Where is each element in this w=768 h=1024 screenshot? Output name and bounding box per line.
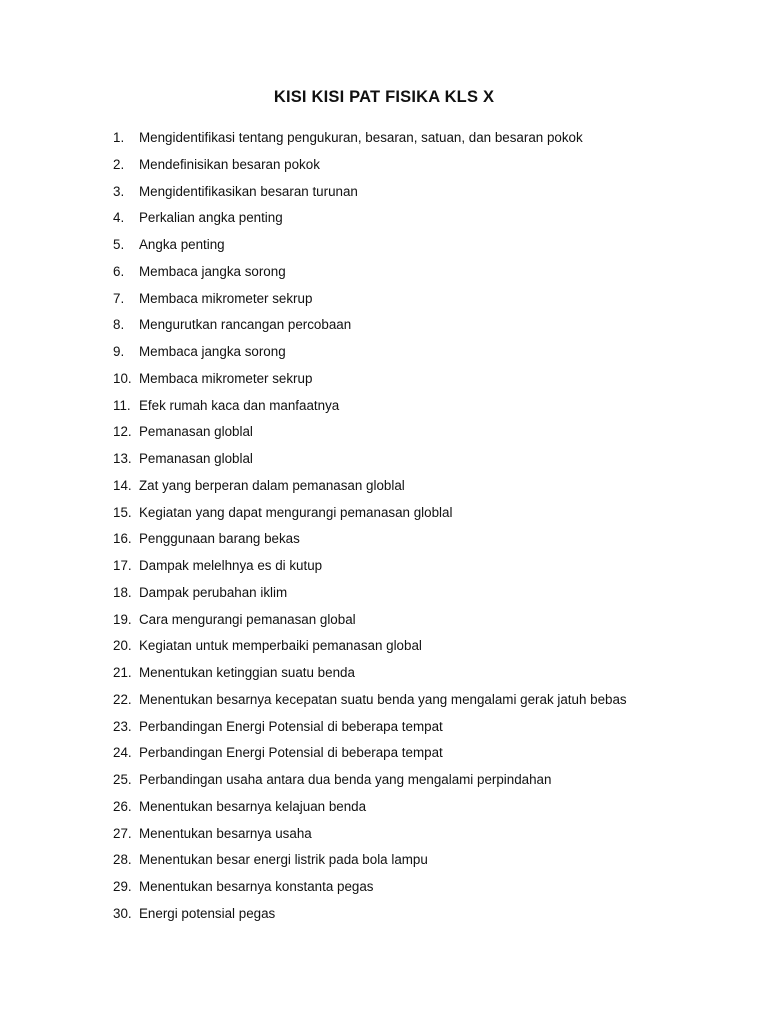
list-item — [113, 850, 627, 877]
list-item — [113, 208, 627, 235]
list-item-text: Perkalian angka penting — [139, 210, 283, 226]
list-item — [113, 904, 627, 931]
list-item-text: Mendefinisikan besaran pokok — [139, 156, 320, 172]
list-item — [113, 743, 627, 770]
list-item — [113, 556, 627, 583]
list-item-text: Penggunaan barang bekas — [139, 531, 300, 547]
list-item-text: Angka penting — [139, 237, 225, 252]
list-item-text: Menentukan besarnya kecepatan suatu benda yang mengalami gerak jatuh bebas — [139, 691, 627, 707]
list-item — [113, 128, 627, 155]
list-item-text: Mengidentifikasi tentang pengukuran, besaran, satuan, dan besaran pokok — [139, 130, 583, 145]
list-item-text: Mengidentifikasikan besaran turunan — [139, 183, 358, 199]
list-item-number: 2. — [113, 156, 125, 172]
list-item-number: 22. — [113, 691, 132, 707]
list-item-number: 30. — [113, 905, 132, 921]
list-item-text: Energi potensial pegas — [139, 905, 276, 921]
list-item-number: 9. — [113, 344, 125, 359]
list-item-text: Menentukan besar energi listrik pada bola lampu — [139, 852, 428, 868]
document-title: KISI KISI PAT FISIKA KLS X — [273, 88, 495, 106]
list-item-text: Membaca mikrometer sekrup — [139, 290, 313, 306]
list-item — [113, 369, 627, 396]
list-item-text: Menentukan besarnya konstanta pegas — [139, 879, 374, 894]
list-item-number: 7. — [113, 290, 125, 306]
list-item-text: Menentukan besarnya kelajuan benda — [139, 798, 367, 814]
list-item-text: Membaca jangka sorong — [139, 344, 286, 359]
list-item-text: Membaca jangka sorong — [139, 263, 286, 279]
list-item-text: Dampak melelhnya es di kutup — [139, 558, 323, 573]
list-item-text: Menentukan besarnya usaha — [139, 825, 312, 841]
list-item-number: 24. — [113, 745, 132, 761]
list-item-number: 23. — [113, 718, 132, 734]
list-item-number: 3. — [113, 183, 125, 199]
list-item-text: Mengurutkan rancangan percobaan — [139, 317, 352, 333]
list-item — [113, 476, 627, 503]
list-item-text: Menentukan ketinggian suatu benda — [139, 665, 355, 680]
list-item-number: 12. — [113, 424, 132, 440]
list-item-number: 19. — [113, 611, 132, 627]
list-item — [113, 663, 627, 690]
list-item — [113, 396, 627, 423]
list-item — [113, 342, 627, 369]
list-item — [113, 636, 627, 663]
list-item-number: 11. — [113, 397, 131, 413]
list-item-text: Perbandingan Energi Potensial di beberapa tempat — [139, 718, 443, 734]
list-item — [113, 717, 627, 744]
list-item — [113, 529, 627, 556]
list-item-number: 4. — [113, 210, 125, 226]
list-item-text: Efek rumah kaca dan manfaatnya — [139, 397, 340, 413]
list-item-number: 16. — [113, 531, 132, 547]
list-item — [113, 182, 627, 209]
list-item — [113, 797, 627, 824]
list-item-number: 15. — [113, 504, 132, 520]
list-item-text: Pemanasan globlal — [139, 424, 253, 440]
list-item-number: 1. — [113, 130, 125, 145]
list-item — [113, 503, 627, 530]
list-item-text: Kegiatan untuk memperbaiki pemanasan global — [139, 638, 422, 654]
list-item — [113, 422, 627, 449]
list-item-number: 14. — [113, 477, 132, 493]
list-item-text: Perbandingan usaha antara dua benda yang mengalami perpindahan — [139, 772, 552, 787]
list-item-text: Kegiatan yang dapat mengurangi pemanasan globlal — [139, 504, 453, 520]
list-item-number: 20. — [113, 638, 132, 654]
list-item-number: 5. — [113, 237, 125, 252]
list-item-number: 28. — [113, 852, 132, 868]
list-item — [113, 235, 627, 262]
list-item-number: 8. — [113, 317, 125, 333]
list-item-number: 25. — [113, 772, 132, 787]
list-item-number: 26. — [113, 798, 132, 814]
list-item-text: Perbandingan Energi Potensial di beberapa tempat — [139, 745, 443, 761]
list-item — [113, 690, 627, 717]
list-item-number: 29. — [113, 879, 132, 894]
list-item — [113, 449, 627, 476]
list-item-text: Membaca mikrometer sekrup — [139, 370, 313, 386]
list-item-text: Pemanasan globlal — [139, 451, 253, 466]
list-item-number: 21. — [113, 665, 132, 680]
list-item-text: Dampak perubahan iklim — [139, 584, 288, 600]
list-item-text: Cara mengurangi pemanasan global — [139, 611, 356, 627]
list-item — [113, 155, 627, 182]
list-item — [113, 610, 627, 637]
list-item — [113, 877, 627, 904]
list-item-text: Zat yang berperan dalam pemanasan globlal — [139, 477, 405, 493]
list-item — [113, 315, 627, 342]
list-item-number: 13. — [113, 451, 132, 466]
list-item-number: 10. — [113, 370, 132, 386]
topic-list — [113, 128, 627, 931]
list-item-number: 18. — [113, 584, 132, 600]
list-item — [113, 583, 627, 610]
list-item-number: 17. — [113, 558, 132, 573]
list-item — [113, 289, 627, 316]
list-item — [113, 262, 627, 289]
list-item — [113, 770, 627, 797]
list-item — [113, 824, 627, 851]
list-item-number: 6. — [113, 263, 125, 279]
list-item-number: 27. — [113, 825, 132, 841]
